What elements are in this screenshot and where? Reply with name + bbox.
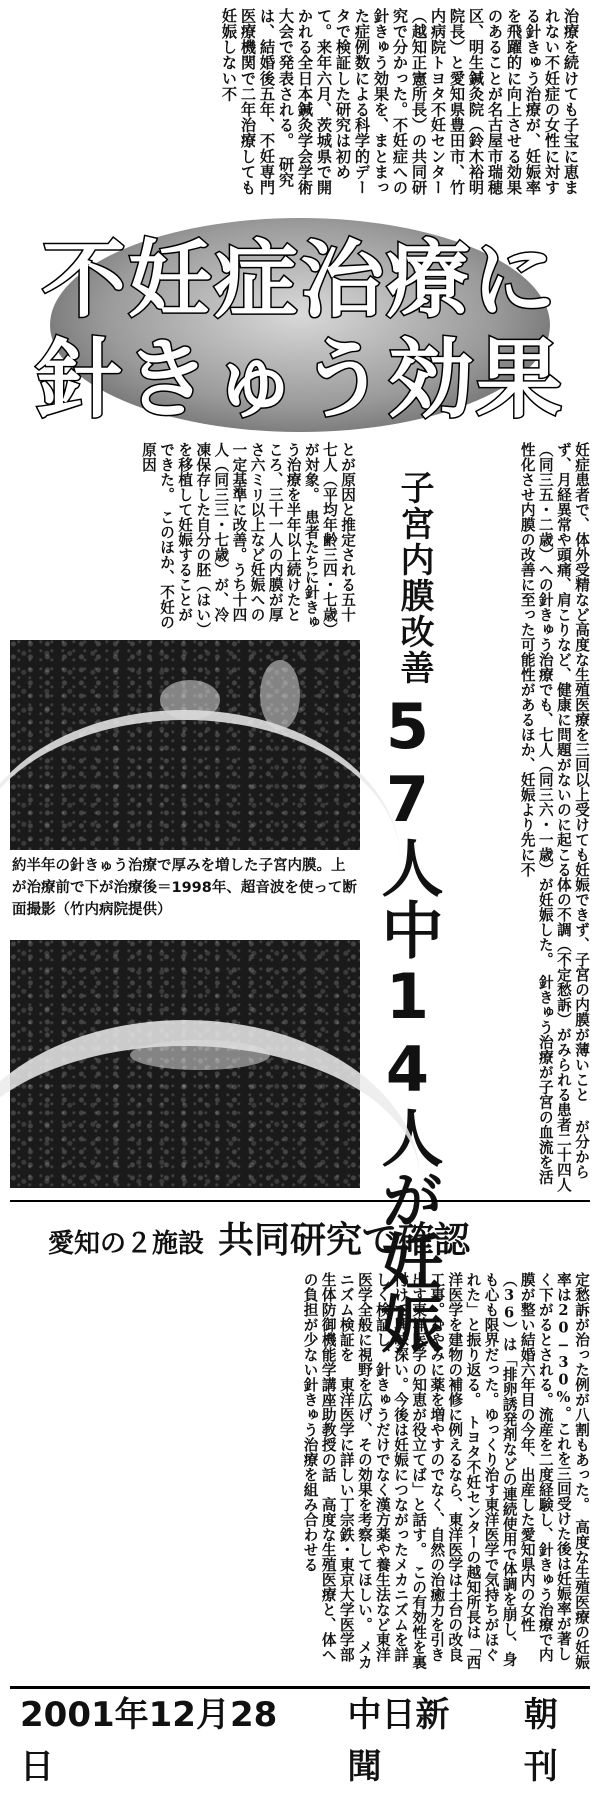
headline: [10, 210, 590, 438]
publication-date: 2001年12月28日: [20, 1695, 278, 1787]
newspaper-name: 中日新聞: [347, 1695, 450, 1787]
publication-footer: [10, 1686, 590, 1787]
edition-label: 朝刊: [523, 1695, 558, 1787]
article-right-column-text: 妊症患者で、体外受精など高度な生殖医療を三回以上受けても妊娠できず、子宮の内膜が薄いこと が分からず、月経異常や頭痛、肩こりなど、健康に問題がないのに起こる体の不調（不定愁訴）がみられる患者二十四人（同三五・二歳）への針きゅう治療でも、七人（同三六・一歳）が妊娠した。 針きゅう治療が子宮の血流を活性化させ内膜の改善に至った可能性があるほか、妊娠より先に不: [518, 442, 590, 1192]
article-bottom-text: 定愁訴が治った例が八割もあった。 高度な生殖医療の妊娠率は20−30%。これを三回受けた後は妊娠率が著しく下がるとされる。流産を二度経験し、針きゅう治療で内膜が整い結婚六年目の今年、出産した愛知県内の女性（𝟑𝟔）は「排卵誘発剤などの連続使用で体調を崩し、身も心も限界だった。ゆっくり治す東洋医学で気持ちがほぐれた」と振り返る。 トヨタ不妊センターの越知所長は「西洋医学を建物の補修に例えるなら、東洋医学は土台の改良工事。むやみに薬を増やすのでなく、自然の治癒力を引き出す東洋医学の知恵が役立てば」と話す。 この有効性を裏付けて興味深い。今後は妊娠につながったメカニズムを詳しく検証し、針きゅうだけでなく漢方薬や養生法など東洋医学全般に視野を広げ、その効果を考察してほしい。 メカニズム検証を 東洋医学に詳しい丁宗鉄・東京大学医学部生体防御機能学講座助教授の話 高度な生殖医療と、体への負担が少ない針きゅう治療を組み合わせる: [301, 1272, 590, 1670]
ultrasound-photo-after: [10, 940, 360, 1188]
band-headline-large: 共同研究で確認: [218, 1220, 471, 1261]
subheadline-uterine-lining: 子宮内膜改善: [394, 470, 434, 686]
band-headline: [10, 1200, 590, 1264]
ultrasound-photo-before: [10, 640, 360, 850]
article-middle-text: とが原因と推定される五十七人（平均年齢三四・七歳）が対象。 患者たちに針きゅう治療を半年以上続けたところ、三十一人の内膜が厚さ六ミリ以上など妊娠への一定基準に改善。うち十四人（同三三・七歳）が、冷凍保存した自分の胚（はい）を移植して妊娠することができた。 このほか、不妊の原因: [139, 442, 356, 630]
photo-caption: 約半年の針きゅう治療で厚みを増した子宮内膜。上が治療前で下が治療後＝1998年、超音波を使って断面撮影（竹内病院提供）: [12, 858, 357, 918]
band-headline-small: 愛知の２施設: [48, 1229, 205, 1259]
headline-line-2: 針きゅう効果: [36, 330, 564, 430]
subheadline-pregnancy-count: 57人中14人が妊娠: [371, 690, 444, 1354]
headline-line-1: 不妊症治療に: [41, 231, 558, 329]
article-lead-text: 治療を続けても子宝に恵まれない不妊症の女性に対する針きゅう治療が、妊娠率を飛躍的に向上させる効果のあることが名古屋市瑞穂区、明生鍼灸院（鈴木裕明院長）と愛知県豊田市、竹内病院トヨタ不妊センター（越知正憲所長）の共同研究で分かった。不妊症への針きゅう効果を、まとまった症例数による科学的データで検証した研究は初めて。来年六月、茨城県で開かれる全日本鍼灸学会学術大会で発表される。 研究は、結婚後五年、不妊専門医療機関で二年治療しても妊娠しない不: [220, 8, 580, 196]
